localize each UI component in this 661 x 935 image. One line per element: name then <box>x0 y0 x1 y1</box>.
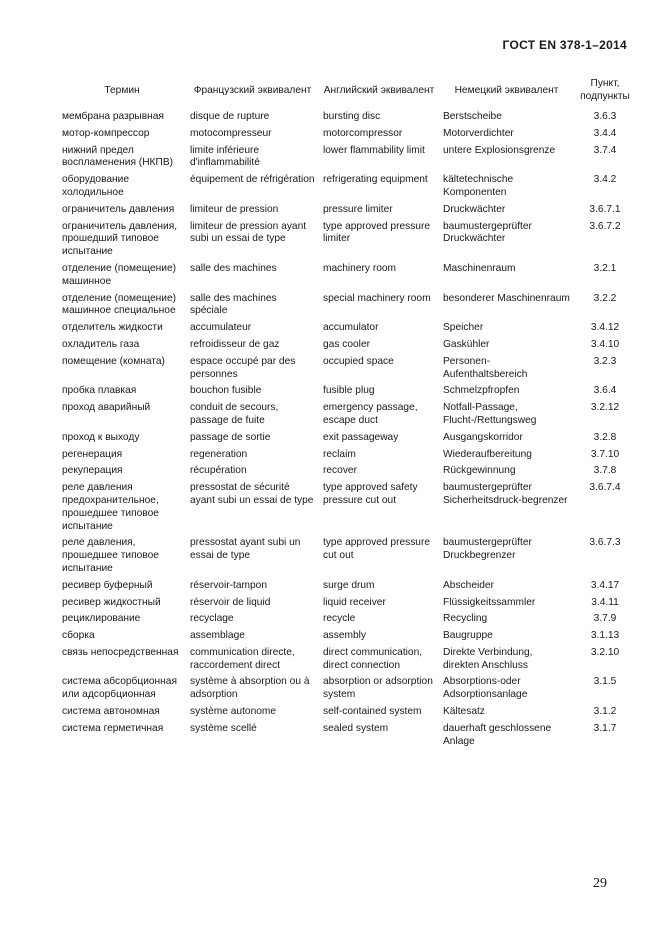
term-cell: система абсорбционная или адсорбционная <box>62 676 177 701</box>
term-cell: ресивер буферный <box>62 579 153 591</box>
clause-cell: 3.7.8 <box>593 465 617 477</box>
english-cell: self-contained system <box>323 706 422 718</box>
french-cell: espace occupé par des personnes <box>190 355 296 380</box>
english-cell: surge drum <box>323 579 375 591</box>
english-cell: recover <box>323 465 357 477</box>
table-row <box>58 647 636 677</box>
german-cell: Personen-Aufenthaltsbereich <box>443 355 528 380</box>
header-german: Немецкий эквивалент <box>454 84 559 96</box>
clause-cell: 3.6.3 <box>593 111 617 122</box>
french-cell: disque de rupture <box>190 111 270 122</box>
french-cell: assemblage <box>190 630 245 642</box>
term-cell: мембрана разрывная <box>62 111 164 122</box>
table-row <box>58 263 636 293</box>
term-cell: рекуперация <box>62 465 123 477</box>
english-cell: motorcompressor <box>323 127 403 139</box>
clause-cell: 3.2.8 <box>593 431 617 443</box>
table-row <box>58 630 636 647</box>
french-cell: système scellé <box>190 722 257 734</box>
french-cell: système à absorption ou à adsorption <box>190 676 310 701</box>
french-cell: regeneration <box>190 448 248 460</box>
french-cell: conduit de secours, passage de fuite <box>190 402 279 426</box>
clause-cell: 3.4.17 <box>590 579 620 591</box>
clause-cell: 3.2.1 <box>593 262 617 274</box>
english-cell: machinery room <box>323 262 397 274</box>
german-cell: baumustergeprüfter Druckbegrenzer <box>443 537 532 562</box>
table-row <box>58 128 636 145</box>
clause-cell: 3.2.12 <box>590 402 620 414</box>
clause-cell: 3.1.2 <box>593 706 617 718</box>
clause-cell: 3.1.13 <box>590 630 620 642</box>
term-cell: рециклирование <box>62 613 141 625</box>
table-row <box>58 293 636 323</box>
clause-cell: 3.6.7.3 <box>589 537 621 549</box>
german-cell: Wiederaufbereitung <box>443 448 532 460</box>
table-row <box>58 204 636 221</box>
french-cell: limiteur de pression ayant subi un essai de type <box>190 220 307 245</box>
german-cell: baumustergeprüfter Sicherheitsdruck-begrenzer <box>443 482 568 506</box>
english-cell: fusible plug <box>323 385 375 397</box>
english-cell: type approved pressure limiter <box>323 220 431 245</box>
term-cell: ограничитель давления, прошедший типовое испытание <box>62 220 178 258</box>
document-header: ГОСТ EN 378-1–2014 <box>502 38 627 52</box>
english-cell: refrigerating equipment <box>323 174 428 186</box>
term-cell: связь непосредственная <box>62 646 179 658</box>
french-cell: limiteur de pression <box>190 203 279 215</box>
english-cell: pressure limiter <box>323 203 393 215</box>
clause-cell: 3.6.7.4 <box>589 482 621 494</box>
english-cell: reclaim <box>323 448 356 460</box>
german-cell: Rückgewinnung <box>443 465 516 477</box>
clause-cell: 3.4.11 <box>591 596 619 608</box>
german-cell: Flüssigkeitssammler <box>443 596 536 608</box>
term-cell: оборудование холодильное <box>62 174 130 198</box>
french-cell: refroidisseur de gaz <box>190 338 280 350</box>
table-row <box>58 322 636 339</box>
german-cell: Absorptions-oder Adsorptionsanlage <box>443 676 528 701</box>
term-cell: мотор-компрессор <box>62 127 150 139</box>
table-row <box>58 676 636 706</box>
clause-cell: 3.1.7 <box>593 722 617 734</box>
german-cell: Abscheider <box>443 579 494 591</box>
english-cell: exit passageway <box>323 431 399 443</box>
clause-cell: 3.6.7.1 <box>589 203 621 215</box>
terms-table <box>58 77 636 752</box>
german-cell: Speicher <box>443 322 484 334</box>
french-cell: limite inférieure d'inflammabilité <box>190 144 260 169</box>
french-cell: équipement de réfrigération <box>190 174 315 186</box>
german-cell: Maschinenraum <box>443 262 516 274</box>
table-header-row <box>58 77 636 111</box>
german-cell: kältetechnische Komponenten <box>443 174 514 198</box>
english-cell: assembly <box>323 630 367 642</box>
clause-cell: 3.2.2 <box>593 292 617 304</box>
german-cell: Baugruppe <box>443 630 493 642</box>
french-cell: accumulateur <box>190 322 252 334</box>
clause-cell: 3.4.4 <box>593 127 617 139</box>
page-number: 29 <box>593 876 607 891</box>
header-french: Французский эквивалент <box>193 84 312 96</box>
english-cell: sealed system <box>323 722 389 734</box>
table-row <box>58 174 636 204</box>
german-cell: Berstscheibe <box>443 111 502 122</box>
french-cell: recyclage <box>190 613 234 625</box>
table-row <box>58 432 636 449</box>
clause-cell: 3.6.7.2 <box>589 220 621 232</box>
term-cell: ограничитель давления <box>62 203 175 215</box>
table-row <box>58 356 636 386</box>
table-row <box>58 580 636 597</box>
table-row <box>58 597 636 614</box>
german-cell: dauerhaft geschlossene Anlage <box>443 722 552 747</box>
clause-cell: 3.7.10 <box>590 448 620 460</box>
term-cell: система герметичная <box>62 722 164 734</box>
french-cell: pressostat de sécurité ayant subi un essai de type <box>190 482 314 506</box>
term-cell: регенерация <box>62 448 123 460</box>
header-term: Термин <box>104 84 140 96</box>
english-cell: recycle <box>323 613 356 625</box>
clause-cell: 3.7.9 <box>593 613 617 625</box>
english-cell: liquid receiver <box>323 596 386 608</box>
clause-cell: 3.4.12 <box>590 322 620 334</box>
english-cell: bursting disc <box>323 111 381 122</box>
term-cell: охладитель газа <box>62 338 140 350</box>
clause-cell: 3.6.4 <box>593 385 617 397</box>
german-cell: Recycling <box>443 613 488 625</box>
term-cell: нижний предел воспламенения (НКПВ) <box>62 144 174 169</box>
french-cell: système autonome <box>190 706 277 718</box>
french-cell: bouchon fusible <box>190 385 262 397</box>
term-cell: отделитель жидкости <box>62 322 163 334</box>
german-cell: besonderer Maschinenraum <box>443 292 570 304</box>
table-row <box>58 111 636 128</box>
clause-cell: 3.1.5 <box>593 676 617 688</box>
english-cell: accumulator <box>323 322 379 334</box>
french-cell: salle des machines <box>190 262 277 274</box>
term-cell: проход к выходу <box>62 431 140 443</box>
english-cell: emergency passage, escape duct <box>323 402 418 426</box>
english-cell: gas cooler <box>323 338 371 350</box>
term-cell: отделение (помещение) машинное специальное <box>62 292 177 317</box>
table-row <box>58 221 636 263</box>
term-cell: система автономная <box>62 706 160 718</box>
term-cell: реле давления предохранительное, прошедшее типовое испытание <box>62 482 159 532</box>
clause-cell: 3.7.4 <box>593 144 617 156</box>
term-cell: помещение (комната) <box>62 355 165 367</box>
french-cell: récupération <box>190 465 247 477</box>
term-cell: реле давления, прошедшее типовое испытание <box>62 537 159 574</box>
german-cell: untere Explosionsgrenze <box>443 144 556 156</box>
french-cell: réservoir de liquid <box>190 596 271 608</box>
header-english: Английский эквивалент <box>323 84 435 96</box>
header-clause: Пункт, подпункты <box>580 78 630 102</box>
english-cell: absorption or adsorption system <box>323 676 433 701</box>
german-cell: Kältesatz <box>443 706 485 718</box>
german-cell: Notfall-Passage, Flucht-/Rettungsweg <box>443 402 537 426</box>
french-cell: passage de sortie <box>190 431 271 443</box>
english-cell: type approved safety pressure cut out <box>323 482 418 506</box>
clause-cell: 3.2.3 <box>593 355 617 367</box>
german-cell: Motorverdichter <box>443 127 514 139</box>
german-cell: Direkte Verbindung, direkten Anschluss <box>443 646 533 671</box>
table-row <box>58 385 636 402</box>
english-cell: direct communication, direct connection <box>323 646 423 671</box>
english-cell: lower flammability limit <box>323 144 425 156</box>
term-cell: проход аварийный <box>62 402 151 414</box>
clause-cell: 3.4.2 <box>593 174 617 186</box>
table-row <box>58 465 636 482</box>
clause-cell: 3.4.10 <box>590 338 620 350</box>
table-row <box>58 402 636 432</box>
german-cell: Gaskühler <box>443 338 490 350</box>
table-row <box>58 706 636 723</box>
table-body <box>58 111 636 752</box>
french-cell: communication directe, raccordement direct <box>190 646 295 671</box>
clause-cell: 3.2.10 <box>590 646 620 658</box>
term-cell: ресивер жидкостный <box>62 596 161 608</box>
german-cell: Ausgangskorridor <box>443 431 523 443</box>
english-cell: type approved pressure cut out <box>323 537 431 562</box>
table-row <box>58 145 636 175</box>
english-cell: special machinery room <box>323 292 431 304</box>
french-cell: salle des machines spéciale <box>190 292 277 317</box>
table-row <box>58 613 636 630</box>
table-row <box>58 449 636 466</box>
english-cell: occupied space <box>323 355 394 367</box>
term-cell: сборка <box>62 630 95 642</box>
table-row <box>58 537 636 579</box>
german-cell: baumustergeprüfter Druckwächter <box>443 220 532 245</box>
table-row <box>58 723 636 753</box>
german-cell: Druckwächter <box>443 203 506 215</box>
french-cell: motocompresseur <box>190 127 272 139</box>
french-cell: réservoir-tampon <box>190 579 267 591</box>
french-cell: pressostat ayant subi un essai de type <box>190 537 301 562</box>
german-cell: Schmelzpfropfen <box>443 385 520 397</box>
term-cell: отделение (помещение) машинное <box>62 262 177 287</box>
table-row <box>58 482 636 537</box>
table-row <box>58 339 636 356</box>
term-cell: пробка плавкая <box>62 385 137 397</box>
